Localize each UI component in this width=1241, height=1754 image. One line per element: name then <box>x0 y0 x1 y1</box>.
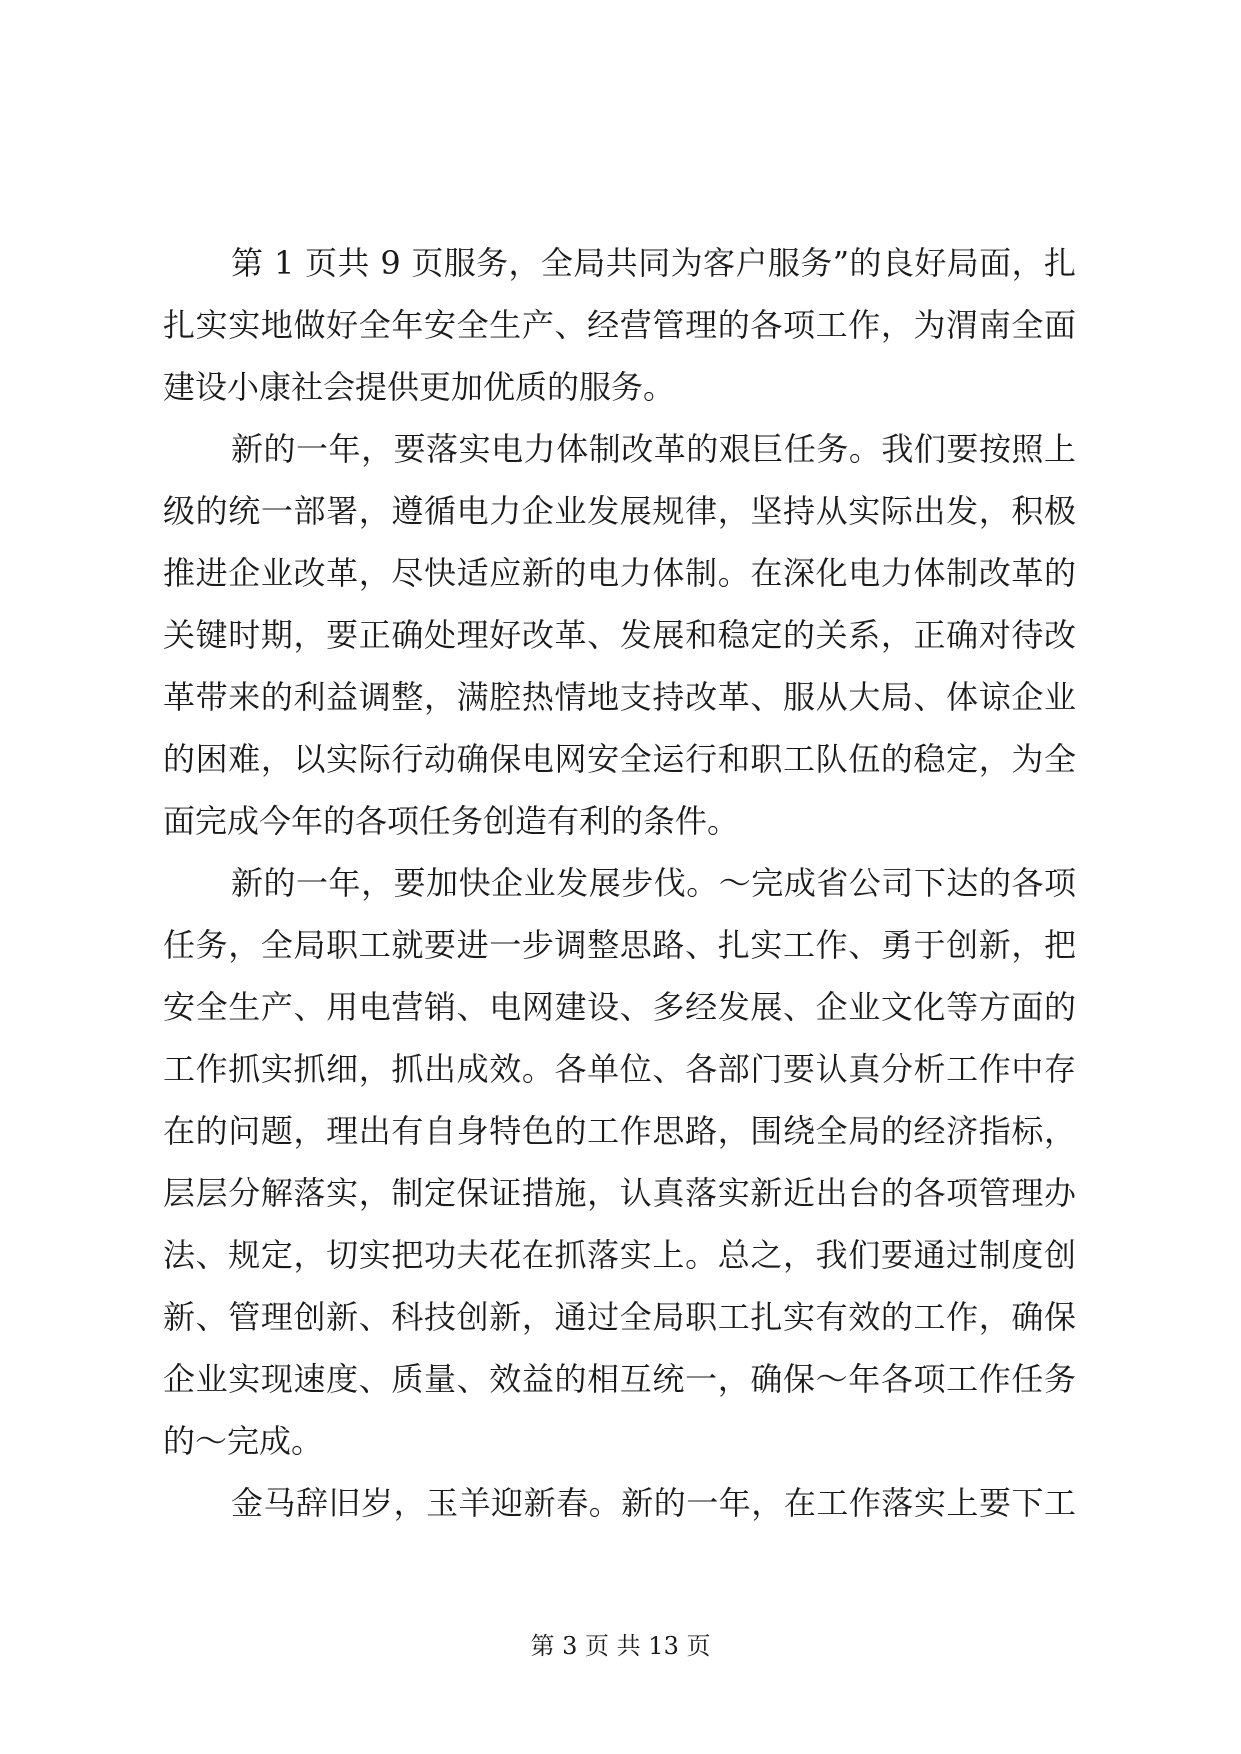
paragraph-3-line-8: 新、管理创新、科技创新，通过全局职工扎实有效的工作，确保 <box>163 1298 1076 1336</box>
paragraph-2-line-2: 级的统一部署，遵循电力企业发展规律，坚持从实际出发，积极 <box>163 492 1076 530</box>
paragraph-1-line-1: 第 1 页共 9 页服务，全局共同为客户服务”的良好局面，扎 <box>231 244 1076 282</box>
paragraph-3-line-9: 企业实现速度、质量、效益的相互统一，确保～年各项工作任务 <box>163 1360 1076 1398</box>
paragraph-2-line-5: 革带来的利益调整，满腔热情地支持改革、服从大局、体谅企业 <box>163 678 1076 716</box>
document-body <box>163 232 1076 1534</box>
paragraph-3-line-1: 新的一年，要加快企业发展步伐。～完成省公司下达的各项 <box>231 864 1076 902</box>
paragraph-3-line-5: 在的问题，理出有自身特色的工作思路，围绕全局的经济指标， <box>163 1112 1076 1150</box>
paragraph-3-line-6: 层层分解落实，制定保证措施，认真落实新近出台的各项管理办 <box>163 1174 1076 1212</box>
paragraph-3-line-10: 的～完成。 <box>163 1422 324 1460</box>
paragraph-2-line-7: 面完成今年的各项任务创造有利的条件。 <box>163 802 740 840</box>
paragraph-3-line-7: 法、规定，切实把功夫花在抓落实上。总之，我们要通过制度创 <box>163 1236 1076 1274</box>
paragraph-2-line-3: 推进企业改革，尽快适应新的电力体制。在深化电力体制改革的 <box>163 554 1076 592</box>
paragraph-2-line-1: 新的一年，要落实电力体制改革的艰巨任务。我们要按照上 <box>231 430 1076 468</box>
paragraph-1-line-3: 建设小康社会提供更加优质的服务。 <box>163 368 676 406</box>
paragraph-2-line-4: 关键时期，要正确处理好改革、发展和稳定的关系，正确对待改 <box>163 616 1076 654</box>
paragraph-3-line-3: 安全生产、用电营销、电网建设、多经发展、企业文化等方面的 <box>163 988 1076 1026</box>
paragraph-3-line-4: 工作抓实抓细，抓出成效。各单位、各部门要认真分析工作中存 <box>163 1050 1076 1088</box>
paragraph-3-line-2: 任务，全局职工就要进一步调整思路、扎实工作、勇于创新，把 <box>163 926 1076 964</box>
paragraph-1-line-2: 扎实实地做好全年安全生产、经营管理的各项工作，为渭南全面 <box>163 306 1076 344</box>
paragraph-2-line-6: 的困难，以实际行动确保电网安全运行和职工队伍的稳定，为全 <box>163 740 1076 778</box>
page-footer: 第 3 页 共 13 页 <box>530 1632 711 1660</box>
paragraph-4-line-1: 金马辞旧岁，玉羊迎新春。新的一年，在工作落实上要下工 <box>231 1484 1076 1522</box>
